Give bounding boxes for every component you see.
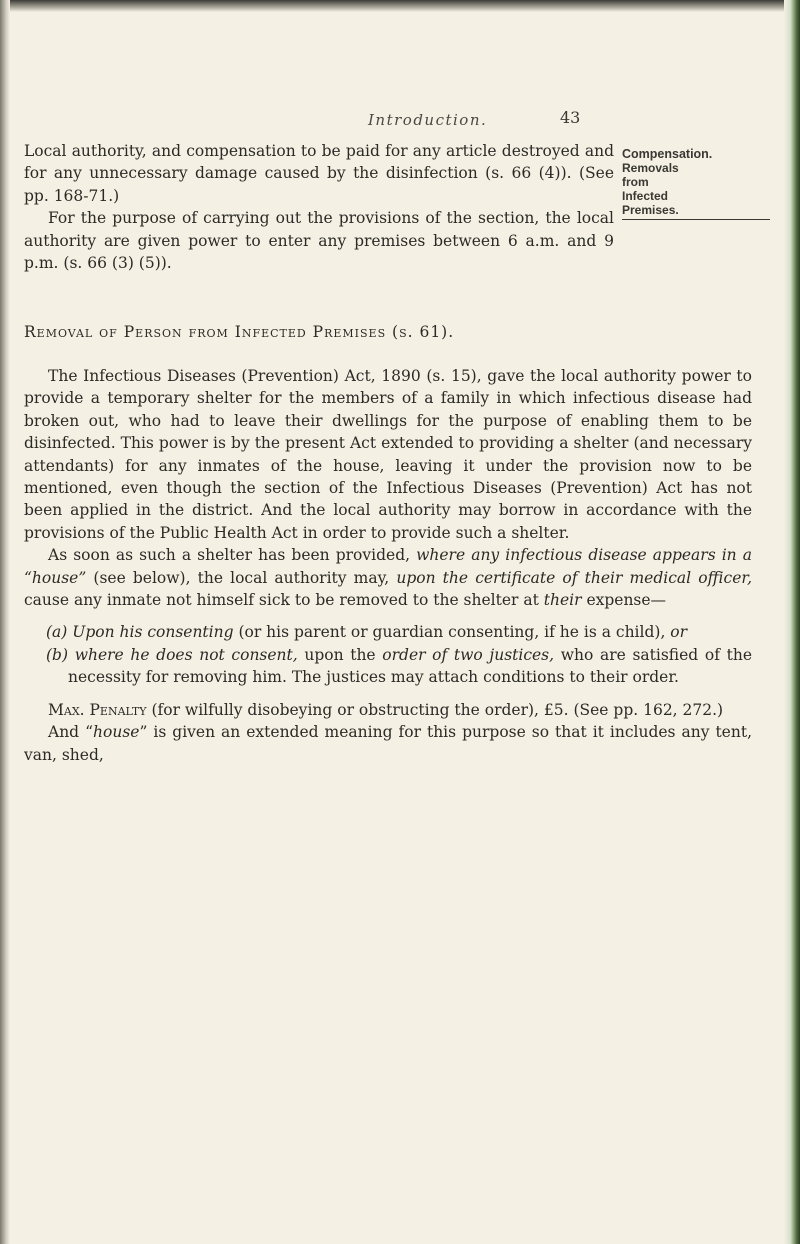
opening-paragraphs	[24, 140, 614, 274]
section-heading: Removal of Person from Infected Premises (s. 61).	[24, 323, 455, 341]
list-a-or: or	[670, 623, 688, 642]
margin-note-rule	[622, 219, 770, 220]
house-term: house	[93, 723, 140, 742]
list-item-b	[46, 644, 752, 689]
running-title: Introduction.	[368, 111, 488, 129]
removal-certificate: upon the certificate of their medical officer,	[396, 568, 752, 587]
house-tail: ” is given an extended meaning for this purpose so that it includes any tent, van, shed,	[24, 723, 752, 764]
page-number: 43	[560, 108, 581, 127]
list-item-a	[46, 621, 752, 643]
page-top-edge	[0, 0, 800, 12]
list-b-mid: upon the	[297, 645, 383, 664]
removal-their: their	[543, 591, 582, 610]
main-body	[24, 365, 752, 766]
removal-tail: cause any inmate not himself sick to be removed to the shelter at	[24, 591, 544, 610]
list-marker-b: (b)	[46, 645, 69, 664]
removal-mid: (see below), the local authority may,	[86, 568, 397, 587]
list-a-consent: Upon his consenting	[72, 623, 234, 642]
paragraph-removal	[24, 544, 752, 611]
paragraph-house-meaning	[24, 721, 752, 766]
margin-note-premises: Premises.	[622, 203, 679, 217]
margin-note-removals: Removals	[622, 161, 679, 175]
paragraph-power-to-enter: For the purpose of carrying out the provisions of the section, the local authority are given power to enter any premises between 6 a.m. and 9 p.m. (s. 66 (3) (5)).	[24, 209, 614, 273]
book-cover-edge	[784, 0, 800, 1244]
margin-note-infected: Infected	[622, 189, 669, 203]
penalty-label: Max. Penalty	[48, 700, 147, 719]
list-b-no-consent: where he does not consent,	[74, 645, 298, 664]
removal-lead: As soon as such a shelter has been provided,	[48, 546, 417, 565]
removal-condition: where any infectious disease appears in a “house”	[24, 546, 752, 587]
removal-conditions-list	[24, 621, 752, 688]
list-marker-a: (a)	[46, 623, 68, 642]
paragraph-compensation: Local authority, and compensation to be paid for any article destroyed and for any unnecessary damage caused by the disinfection (s. 66 (4)). (See pp. 168-71.)	[24, 142, 614, 205]
margin-note-compensation: Compensation.	[622, 147, 713, 161]
penalty-text: (for wilfully disobeying or obstructing the order), £5. (See pp. 162, 272.)	[146, 700, 724, 719]
margin-note	[622, 147, 784, 220]
margin-note-from: from	[622, 175, 649, 189]
list-a-rest: (or his parent or guardian consenting, if he is a child),	[233, 623, 671, 642]
list-b-justices: order of two justices,	[382, 645, 555, 664]
paragraph-shelter: The Infectious Diseases (Prevention) Act, 1890 (s. 15), gave the local authority power to provide a temporary shelter for the members of a family in which infectious disease had broken out, who had to leave their dwellings for the purpose of enabling them to be disinfected. This power is by the present Act extended to providing a shelter (and necessary attendants) for any inmates of the house, leaving it under the provision now to be mentioned, even though the section of the Infectious Diseases (Prevention) Act has not been applied in the district. And the local authority may borrow in accordance with the provisions of the Public Health Act in order to provide such a shelter.	[24, 367, 752, 542]
page-binding-edge	[0, 0, 10, 1244]
list-b-rest: who are satisfied of the necessity for removing him. The justices may attach conditions to their order.	[68, 645, 753, 687]
paragraph-penalty	[24, 699, 752, 721]
removal-expense: expense—	[581, 591, 667, 610]
house-lead: And “	[48, 723, 94, 742]
